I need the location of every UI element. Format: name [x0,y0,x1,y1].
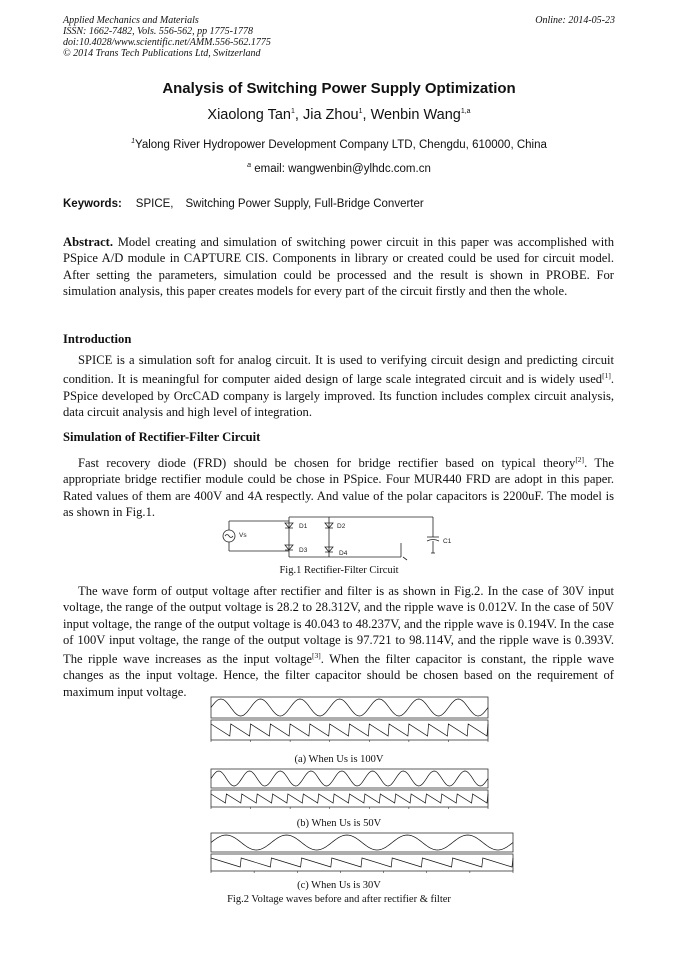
intro-text-b: . PSpice developed by OrcCAD company is largely improved. Its function includes complex circuit analysis, data circuit analysis and high level of integration. [63,372,614,419]
online-date: Online: 2014-05-23 [535,15,615,26]
section-heading-introduction: Introduction [63,332,132,346]
abstract-label: Abstract. [63,235,114,249]
ripple-panel-frame [211,790,488,807]
waveform-plot-50v [187,767,492,817]
input-sine-wave [211,699,488,716]
author-sup: 1,a [460,108,471,115]
author-sup: 1 [358,108,363,115]
ground-symbol [403,557,407,560]
abstract-text: Model creating and simulation of switching power circuit in this paper was accomplished with PSpice A/D module in CAPTURE CIS. Components in library or created could be used for circuit model. After setting the parameters, simulation could be processed and the result is shown in PROBE. For simulation analysis, this paper creates models for every part of the circuit firstly and then the whole. [63,235,615,298]
rectifier-paragraph-2 [63,583,614,700]
journal-name: Applied Mechanics and Materials [63,15,199,26]
label-vs: Vs [239,532,247,539]
fig1-caption: Fig.1 Rectifier-Filter Circuit [279,565,399,576]
author-name: Wenbin Wang [370,107,461,123]
doi: doi:10.4028/www.scientific.net/AMM.556-562.1775 [63,37,271,48]
output-ripple-wave [211,794,488,803]
keyword-item: SPICE, [135,198,174,210]
output-ripple-wave [211,858,513,867]
email-sup: a [247,162,252,169]
fig2-caption: Fig.2 Voltage waves before and after rectifier & filter [227,894,451,905]
capacitor-plate [427,540,439,542]
waveform-plot-100v [187,695,492,750]
label-d1: D1 [299,523,308,530]
input-sine-wave [211,835,513,850]
label-d2: D2 [337,523,346,530]
label-d3: D3 [299,547,308,554]
abstract [63,234,614,299]
waveform-plot-30v [187,831,517,881]
rectifier-p1-text-a: Fast recovery diode (FRD) should be chosen for bridge rectifier based on typical theory [78,456,576,470]
rectifier-p1-text-b: . The appropriate bridge rectifier module could be chose in PSpice. Four MUR440 FRD are adopt in this paper. Rated values of them are 400V and 4A respectly. And value of the polar capacitors is 2200uF. The model is as shown in Fig.1. [63,456,614,519]
email-text: email: wangwenbin@ylhdc.com.cn [254,163,431,175]
input-sine-wave [211,771,488,786]
keywords [63,198,424,210]
copyright: © 2014 Trans Tech Publications Ltd, Switzerland [63,48,261,59]
keyword-item: Switching Power Supply, Full-Bridge Converter [185,198,424,210]
rectifier-paragraph-1 [63,452,614,520]
rectifier-p2-text-a: The wave form of output voltage after rectifier and filter is as shown in Fig.2. In the case of 30V input voltage, the range of the output voltage is 28.2 to 28.312V, and the ripple wave is 0.012V. In the case of 50V input voltage, the range of the output voltage is 40.043 to 48.237V, and the ripple wave is 0.194V. In the case of 100V input voltage, the range of the output voltage is 97.721 to 98.114V, and the ripple wave is 0.393V. The ripple wave increases as the input voltage [63,584,614,667]
author-name: Xiaolong Tan [207,107,291,123]
email [0,162,678,175]
citation: [1] [602,371,611,381]
paper-title: Analysis of Switching Power Supply Optimization [162,80,516,97]
affiliation [0,138,678,151]
keywords-label: Keywords: [63,198,122,210]
affiliation-sup: 1 [131,138,135,145]
output-ripple-wave [211,724,488,736]
citation: [3] [311,651,321,661]
author-name: Jia Zhou [302,107,359,123]
fig2a-caption: (a) When Us is 100V [294,754,384,765]
section-heading-rectifier: Simulation of Rectifier-Filter Circuit [63,430,261,444]
label-d4: D4 [339,550,348,557]
fig2c-caption: (c) When Us is 30V [297,880,381,891]
fig2b-caption: (b) When Us is 50V [296,818,382,829]
affiliation-text: Yalong River Hydropower Development Company LTD, Chengdu, 610000, China [135,139,547,151]
issn: ISSN: 1662-7482, Vols. 556-562, pp 1775-1778 [63,26,253,37]
author-list: Xiaolong Tan$^1$, Jia Zhou$^1$, Wenbin Wang$^{1,a}$ [207,107,471,123]
sine-glyph [225,535,233,538]
citation: [2] [575,455,585,464]
introduction-paragraph [63,352,614,420]
label-c1: C1 [443,538,452,545]
ripple-panel-frame [211,720,488,740]
author-sup: 1 [291,108,295,115]
journal-header [63,15,271,59]
rectifier-filter-circuit [221,513,461,563]
rectifier-p2-text-b: . When the filter capacitor is constant, the ripple wave changes as the input voltage. Hence, the filter capacitor should be chosen based on the requirement of maximum input voltage. [63,652,614,699]
intro-text-a: SPICE is a simulation soft for analog circuit. It is used to verifying circuit design and predicting circuit condition. It is meaningful for computer aided design of large scale integrated circuit and is widely used [63,353,614,387]
